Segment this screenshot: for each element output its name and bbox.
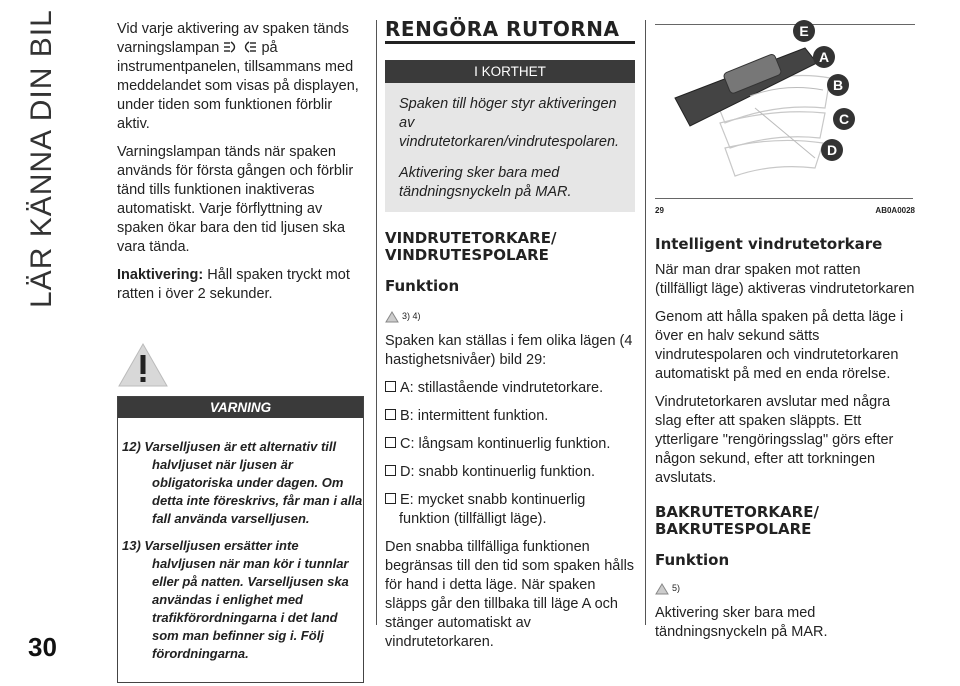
figure-number: 29 bbox=[655, 206, 664, 215]
list-item: D: snabb kontinuerlig funktion. bbox=[385, 463, 635, 482]
subheading-function: Funktion bbox=[655, 551, 730, 569]
paragraph: När man drar spaken mot ratten (tillfälligt läge) aktiveras vindrutetorkaren bbox=[655, 262, 915, 297]
paragraph-indicator bbox=[117, 20, 367, 134]
warning-small-icon bbox=[385, 311, 399, 323]
paragraph-text: Vid varje aktivering av spaken tänds varningslampan bbox=[117, 21, 349, 56]
summary-text: Spaken till höger styr aktiveringen av vindrutetorkaren/vindrutespolaren. bbox=[399, 96, 620, 150]
checkbox-bullet-icon bbox=[385, 381, 396, 392]
warning-references bbox=[385, 307, 635, 326]
reference-numbers: 3) 4) bbox=[402, 311, 421, 321]
subsection-title: Intelligent vindrutetorkare bbox=[655, 235, 883, 253]
warning-item: 13) Varselljusen ersätter inte halvljusen när man kör i tunnlar eller på natten. Varselljusen ska användas i enlighet med trafikförordningarna i det land som man befinner sig i. Följ förordningarna. bbox=[122, 538, 349, 661]
checkbox-bullet-icon bbox=[385, 437, 396, 448]
checkbox-bullet-icon bbox=[385, 465, 396, 476]
warning-small-icon bbox=[655, 583, 669, 595]
column-2 bbox=[385, 17, 635, 661]
paragraph: Varningslampan tänds när spaken används för första gången och förblir tänd tills funktionen inaktiveras automatiskt. Varje förflyttning av spaken ökar bara den tid ljusen ska vara tända. bbox=[117, 144, 354, 255]
figure-code: AB0A0028 bbox=[875, 206, 915, 215]
warning-item: 12) Varselljusen är ett alternativ till halvljuset när ljusen är obligatoriska under dagen. Om detta inte föreskrivs, får man i alla fall använda varselljusen. bbox=[122, 439, 363, 526]
page-number: 30 bbox=[28, 632, 57, 662]
column-divider bbox=[376, 20, 377, 625]
column-1 bbox=[117, 20, 367, 683]
label-D: D bbox=[821, 139, 843, 161]
list-item: C: långsam kontinuerlig funktion. bbox=[385, 435, 635, 454]
warning-references bbox=[655, 579, 915, 598]
wiper-stalk-illustration bbox=[655, 8, 913, 198]
daytime-light-indicator-icon bbox=[223, 40, 257, 54]
label-A: A bbox=[813, 46, 835, 68]
list-item: E: mycket snabb kontinuerlig funktion (tillfälligt läge). bbox=[385, 491, 635, 529]
paragraph: Spaken kan ställas i fem olika lägen (4 hastighetsnivåer) bild 29: bbox=[385, 333, 633, 368]
subsection-title: BAKRUTETORKARE/ BAKRUTESPOLARE bbox=[655, 503, 819, 538]
label-E: E bbox=[793, 20, 815, 42]
paragraph: Genom att hålla spaken på detta läge i över en halv sekund sätts vindrutespolaren och vindrutetorkaren automatiskt på med en enda rörelse. bbox=[655, 309, 904, 382]
figure-caption bbox=[655, 201, 915, 220]
list-item: B: intermittent funktion. bbox=[385, 407, 635, 426]
wiper-stalk-figure bbox=[655, 8, 913, 199]
warning-box bbox=[117, 396, 364, 683]
paragraph-text: på instrumentpanelen, tillsammans med meddelandet som visas på displayen, under tiden som funktionen förblir aktiv. bbox=[117, 40, 359, 132]
subsection-title: VINDRUTETORKARE/ VINDRUTESPOLARE bbox=[385, 229, 557, 264]
label-C: C bbox=[833, 108, 855, 130]
label-B: B bbox=[827, 74, 849, 96]
warning-triangle-icon bbox=[117, 342, 169, 388]
checkbox-bullet-icon bbox=[385, 409, 396, 420]
deactivation-text: Håll spaken tryckt mot ratten i över 2 sekunder. bbox=[117, 267, 350, 302]
summary-title: I KORTHET bbox=[385, 60, 635, 83]
checkbox-bullet-icon bbox=[385, 493, 396, 504]
list-item: A: stillastående vindrutetorkare. bbox=[385, 379, 635, 398]
column-divider bbox=[645, 20, 646, 625]
subheading-function: Funktion bbox=[385, 277, 460, 295]
paragraph: Vindrutetorkaren avslutar med några slag efter att spaken släppts. Ett ytterligare "rengöringsslag" görs efter någon sekund, efter att torkningen avslutats. bbox=[655, 394, 894, 486]
section-title: RENGÖRA RUTORNA bbox=[385, 20, 635, 44]
paragraph: Aktivering sker bara med tändningsnyckeln på MAR. bbox=[655, 605, 828, 640]
paragraph: Den snabba tillfälliga funktionen begränsas till den tid som spaken hålls för hand i detta läge. När spaken släpps går den tillbaka till läge A och stänger automatiskt av vindrutetorkaren. bbox=[385, 539, 635, 650]
deactivation-label: Inaktivering: bbox=[117, 267, 204, 283]
summary-text: Aktivering sker bara med tändningsnyckeln på MAR. bbox=[399, 165, 572, 200]
reference-numbers: 5) bbox=[672, 583, 681, 593]
summary-box bbox=[385, 83, 635, 212]
paragraph-deactivation bbox=[117, 266, 367, 304]
warning-title: VARNING bbox=[118, 397, 363, 418]
column-3 bbox=[655, 20, 915, 651]
chapter-title: LÄR KÄNNA DIN BIL bbox=[25, 9, 58, 308]
